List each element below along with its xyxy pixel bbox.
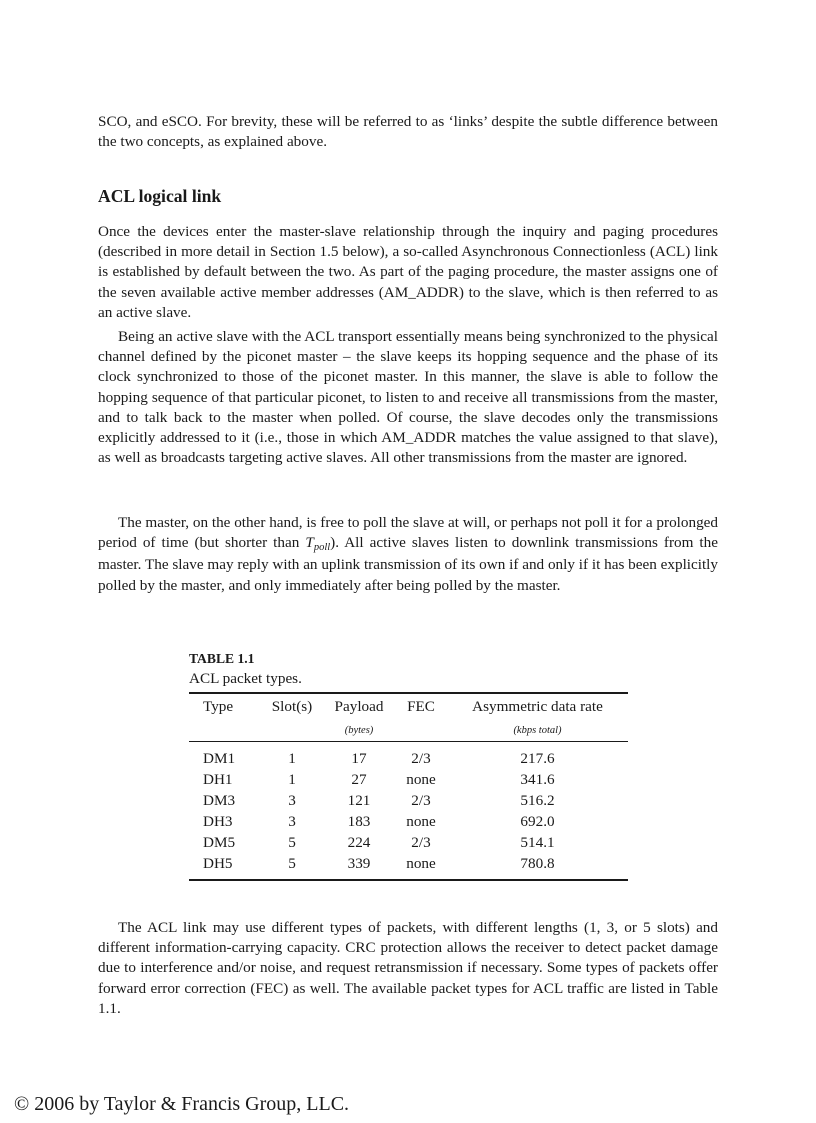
cell-payload: 224 <box>347 834 371 851</box>
paragraph-intro: SCO, and eSCO. For brevity, these will be referred to as ‘links’ despite the subtle difference between the two concepts, as explained above. <box>98 113 718 151</box>
cell-rate: 341.6 <box>520 771 555 788</box>
table-label: TABLE 1.1 <box>189 651 255 666</box>
cell-fec: 2/3 <box>411 834 431 851</box>
poll-text-after: ). All active slaves listen to downlink transmissions from the master. The slave may reply with an uplink transmission of its own if and only if it has been explicitly polled by the master, and only immediately after being polled by the master. <box>98 534 718 594</box>
header-fec: FEC <box>407 698 435 715</box>
cell-payload: 27 <box>351 771 367 788</box>
section-heading: ACL logical link <box>98 186 222 206</box>
paragraph-master-poll <box>98 513 718 596</box>
cell-payload: 183 <box>347 813 371 830</box>
header-payload-unit: (bytes) <box>323 720 395 745</box>
copyright-footer: © 2006 by Taylor & Francis Group, LLC. <box>14 1093 350 1115</box>
cell-slots: 5 <box>288 834 296 851</box>
cell-payload: 339 <box>347 855 371 872</box>
cell-rate: 516.2 <box>520 792 555 809</box>
table-row <box>189 769 628 790</box>
cell-fec: none <box>406 771 436 788</box>
table-caption-text: ACL packet types. <box>189 669 302 687</box>
acl-packet-types-table <box>189 692 628 881</box>
cell-slots: 3 <box>288 792 296 809</box>
cell-rate: 780.8 <box>520 855 555 872</box>
table-row <box>189 853 628 880</box>
cell-slots: 3 <box>288 813 296 830</box>
header-rate: Asymmetric data rate <box>472 698 603 715</box>
poll-text-before: The master, on the other hand, is free to poll the slave at will, or perhaps not poll it for a prolonged period of time (but shorter than <box>98 514 718 552</box>
cell-rate: 217.6 <box>520 750 555 767</box>
table-header-row <box>189 693 628 717</box>
t-poll-subscript: poll <box>313 542 331 554</box>
cell-slots: 1 <box>288 750 296 767</box>
cell-fec: 2/3 <box>411 750 431 767</box>
cell-fec: none <box>406 855 436 872</box>
cell-payload: 17 <box>351 750 367 767</box>
cell-type: DM1 <box>203 750 236 767</box>
table-row <box>189 790 628 811</box>
table-row <box>189 811 628 832</box>
cell-slots: 1 <box>288 771 296 788</box>
table-caption <box>189 649 629 688</box>
cell-slots: 5 <box>288 855 296 872</box>
t-poll-symbol: T <box>305 534 314 552</box>
header-slots: Slot(s) <box>271 698 313 715</box>
cell-rate: 692.0 <box>520 813 555 830</box>
table-row <box>189 832 628 853</box>
cell-rate: 514.1 <box>520 834 555 851</box>
header-type: Type <box>203 698 234 715</box>
table-header-unit-row <box>189 720 628 745</box>
cell-fec: none <box>406 813 436 830</box>
paragraph-packet-types: The ACL link may use different types of packets, with different lengths (1, 3, or 5 slots) and different information-carrying capacity. CRC protection allows the receiver to detect packet damage due to interference and/or noise, and request retransmission if necessary. Some types of packets offer forward error correction (FEC) as well. The available packet types for ACL traffic are listed in Table 1.1. <box>98 919 718 1017</box>
cell-type: DH3 <box>203 813 233 830</box>
cell-type: DH5 <box>203 855 233 872</box>
cell-type: DM5 <box>203 834 236 851</box>
paragraph-active-slave: Being an active slave with the ACL transport essentially means being synchronized to the physical channel defined by the piconet master – the slave keeps its hopping sequence and the phase of its clock synchronized to those of the piconet master. In this manner, the slave is able to follow the hopping sequence of that particular piconet, to listen to and receive all transmissions from the master, and to talk back to the master when polled. Of course, the slave decodes only the transmissions explicitly addressed to it (i.e., those in which AM_ADDR matches the value assigned to that slave), as well as broadcasts targeting active slaves. All other transmissions from the master are ignored. <box>98 328 718 467</box>
cell-fec: 2/3 <box>411 792 431 809</box>
header-rate-unit: (kbps total) <box>447 720 628 745</box>
paragraph-acl-establish: Once the devices enter the master-slave relationship through the inquiry and paging procedures (described in more detail in Section 1.5 below), a so-called Asynchronous Connectionless (ACL) link is established by default between the two. As part of the paging procedure, the master assigns one of the seven available active member addresses (AM_ADDR) to the slave, which is then referred to as an active slave. <box>98 223 718 321</box>
header-payload: Payload <box>334 698 384 715</box>
cell-payload: 121 <box>347 792 371 809</box>
cell-type: DM3 <box>203 792 236 809</box>
table-row <box>189 742 628 770</box>
cell-type: DH1 <box>203 771 233 788</box>
